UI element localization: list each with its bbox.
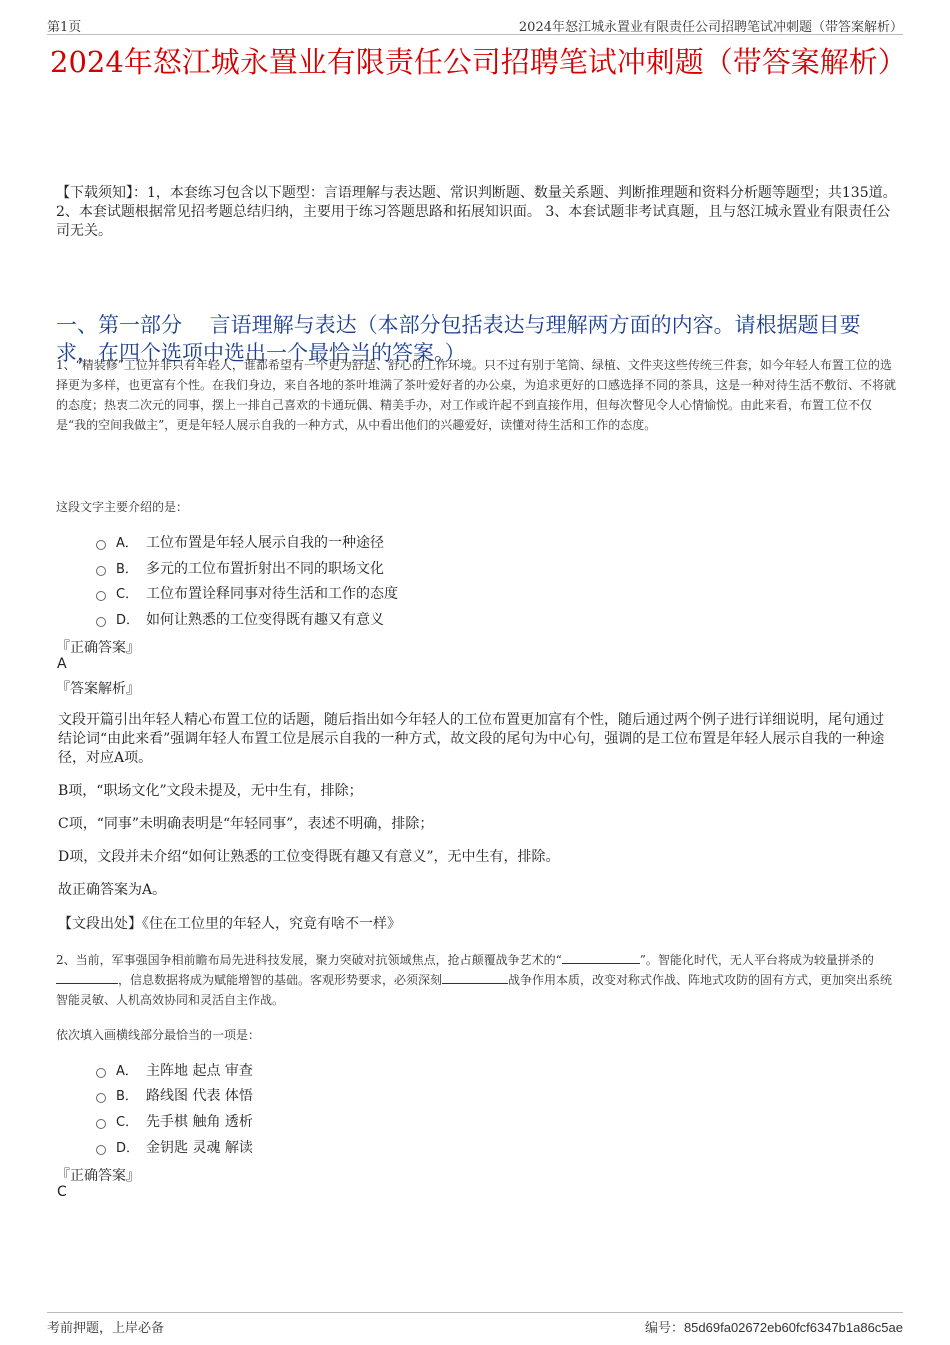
question-1-option-c[interactable]: C． 工位布置诠释同事对待生活和工作的态度	[96, 583, 398, 603]
radio-icon[interactable]	[96, 1093, 106, 1103]
radio-icon[interactable]	[96, 1068, 106, 1078]
radio-icon[interactable]	[96, 1145, 106, 1155]
footer-slogan: 考前押题，上岸必备	[47, 1321, 165, 1336]
radio-icon[interactable]	[96, 617, 106, 627]
question-1-option-d[interactable]: D． 如何让熟悉的工位变得既有趣又有意义	[96, 609, 384, 629]
question-1-explanation-b: B项，“职场文化”文段未提及，无中生有，排除；	[58, 783, 363, 799]
correct-answer-label: 『正确答案』	[56, 640, 140, 656]
page-header	[47, 14, 903, 35]
fill-blank-2[interactable]	[56, 970, 118, 984]
question-1-text: 1、“精装修”工位并非只有年轻人，谁都希望有一个更为舒适、舒心的工作环境。只不过有别于笔筒、绿植、文件夹这些传统三件套，如今年轻人布置工位的选择更为多样，也更富有个性。在我们身边，来自各地的茶叶堆满了茶叶爱好者的办公桌，为追求更好的口感选择不同的茶具，这是一种对待生活不敷衍、不将就的态度；热衷二次元的同事，摆上一排自己喜欢的卡通玩偶、精美手办，对工作或许起不到直接作用，但每次瞥见令人心情愉悦。由此来看，布置工位不仅是“我的空间我做主”，更是年轻人展示自我的一种方式，从中看出他们的兴趣爱好，读懂对待生活和工作的态度。	[56, 358, 897, 432]
fill-blank-1[interactable]	[562, 950, 640, 964]
section-heading: 一、第一部分 言语理解与表达（本部分包括表达与理解两方面的内容。请根据题目要求，在四个选项中选出一个最恰当的答案。）	[56, 313, 861, 365]
footer-code: 编号：85d69fa02672eb60fcf6347b1a86c5ae	[644, 1320, 903, 1336]
question-1-prompt: 这段文字主要介绍的是：	[56, 500, 189, 514]
question-1-answer: A	[57, 656, 67, 672]
question-2-text: 2、当前，军事强国争相前瞻布局先进科技发展，聚力突破对抗领域焦点，抢占颠覆战争艺术的“ ”。智能化时代，无人平台将成为较量拼杀的，信息数据将成为赋能增智的基础。客观形势要求，必须深刻 战争作用本质，改变对称式作战、阵地式攻防的固有方式，更加突出系统智能灵敏、人机高效协同和灵活自主作战。	[56, 950, 898, 1010]
question-2-prompt: 依次填入画横线部分最恰当的一项是：	[56, 1028, 261, 1042]
question-2-option-c[interactable]: C． 先手棋 触角 透析	[96, 1111, 253, 1131]
page-footer	[47, 1312, 903, 1337]
analysis-label: 『答案解析』	[56, 681, 140, 697]
fill-blank-3[interactable]	[442, 970, 508, 984]
page-number: 第1页	[47, 20, 82, 35]
question-1-explanation: 文段开篇引出年轻人精心布置工位的话题，随后指出如今年轻人的工位布置更加富有个性，随后通过两个例子进行详细说明，尾句通过结论词“由此来看”强调年轻人布置工位是展示自我的一种方式，故文段的尾句为中心句，强调的是工位布置是年轻人展示自我的一种途径，对应A项。	[58, 712, 885, 766]
correct-answer-label-2: 『正确答案』	[56, 1168, 140, 1184]
radio-icon[interactable]	[96, 540, 106, 550]
download-notice: 【下载须知】：1，本套练习包含以下题型：言语理解与表达题、常识判断题、数量关系题、判断推理题和资料分析题等题型；共135道。 2、本套试题根据常见招考题总结归纳，主要用于练习答题思路和拓展知识面。 3、本套试题非考试真题，且与怒江城永置业有限责任公司无关。	[56, 185, 897, 239]
radio-icon[interactable]	[96, 591, 106, 601]
question-1-source: 【文段出处】《住在工位里的年轻人，究竟有啥不一样》	[58, 916, 401, 932]
question-2-option-b[interactable]: B． 路线图 代表 体悟	[96, 1085, 253, 1105]
question-1-option-b[interactable]: B． 多元的工位布置折射出不同的职场文化	[96, 558, 384, 578]
radio-icon[interactable]	[96, 1119, 106, 1129]
radio-icon[interactable]	[96, 566, 106, 576]
question-2-option-d[interactable]: D． 金钥匙 灵魂 解读	[96, 1137, 253, 1157]
page-title: 2024年怒江城永置业有限责任公司招聘笔试冲刺题（带答案解析）	[50, 45, 907, 79]
question-1-explanation-d: D项，文段并未介绍“如何让熟悉的工位变得既有趣又有意义”，无中生有，排除。	[58, 849, 560, 865]
header-doc-title: 2024年怒江城永置业有限责任公司招聘笔试冲刺题（带答案解析）	[518, 20, 903, 35]
question-1-explanation-c: C项，“同事”未明确表明是“年轻同事”，表述不明确，排除；	[58, 816, 434, 832]
question-2-option-a[interactable]: A． 主阵地 起点 审查	[96, 1060, 253, 1080]
question-1-option-a[interactable]: A． 工位布置是年轻人展示自我的一种途径	[96, 532, 384, 552]
question-1-conclusion: 故正确答案为A。	[58, 882, 167, 898]
question-2-answer: C	[57, 1184, 67, 1200]
